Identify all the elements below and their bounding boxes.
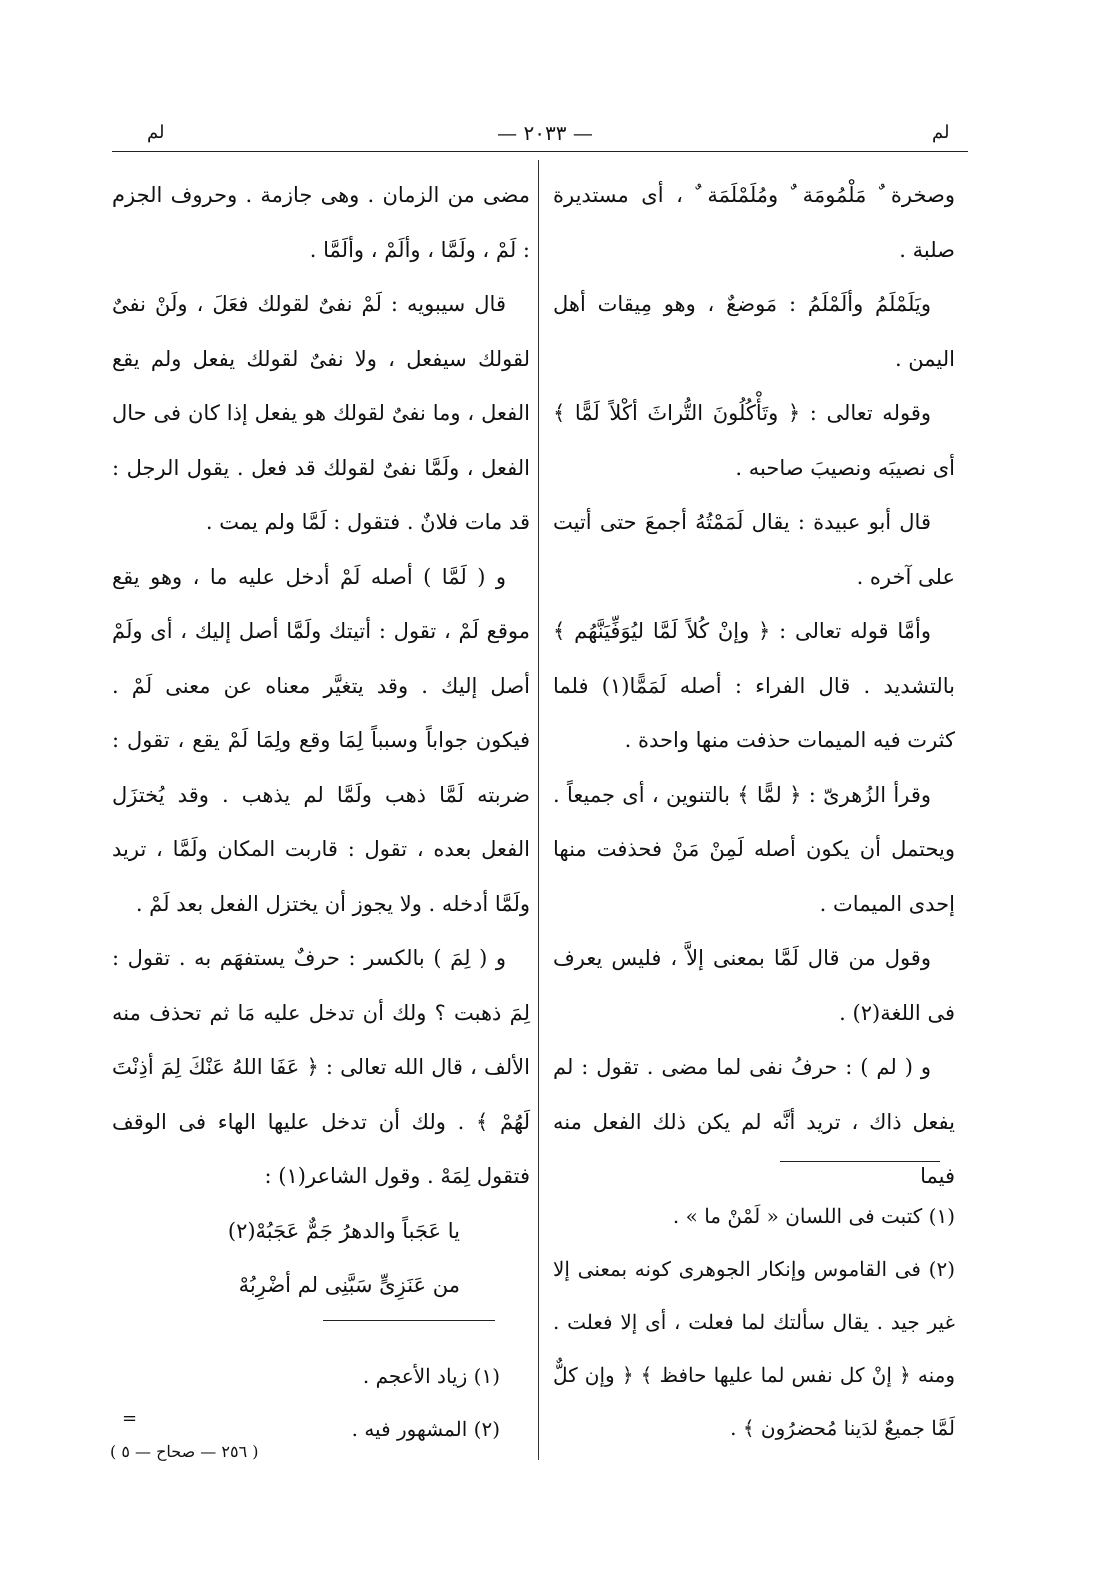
paragraph: و ( لم ) : حرفُ نفى لما مضى . تقول : لم يفعل ذاك ، تريد أنَّه لم يكن ذلك الفعل منه فيما	[553, 1055, 955, 1188]
paragraph: مضى من الزمان . وهى جازمة . وحروف الجزم : لَمْ ، ولَمَّا ، وألَمْ ، وألَمَّا .	[112, 183, 530, 262]
paragraph: وقوله تعالى : ﴿ وتَأْكُلُونَ التُّراثَ أكْلاً لَمًّا ﴾ أى نصيبَه ونصيبَ صاحبه .	[553, 401, 955, 480]
paragraph: قال سيبويه : لَمْ نفىٌ لقولك فعَلَ ، ولَنْ نفىٌ لقولك سيفعل ، ولا نفىٌ لقولك يفعل ولم يقع الفعل ، وما نفىٌ لقولك هو يفعل إذا كان فى حال الفعل ، ولَمَّا نفىٌ لقولك قد فعل . يقول الرجل : قد مات فلانٌ . فتقول : لَمَّا ولم يمت .	[112, 292, 530, 534]
footnote-rule	[780, 1161, 940, 1162]
left-column	[112, 168, 530, 1313]
paragraph: ويَلَمْلَمُ وألَمْلَمُ : مَوضعٌ ، وهو مِيقات أهل اليمن .	[553, 292, 955, 371]
paragraph: وقول من قال لَمَّا بمعنى إلاَّ ، فليس يعرف فى اللغة(٢) .	[553, 946, 955, 1025]
header-right-word: لم	[932, 122, 950, 143]
verse-line: من عَنَزِىٍّ سَبَّنِى لم أضْرِبُهْ	[238, 1273, 460, 1297]
footnote: (٢) فى القاموس وإنكار الجوهرى كونه بمعنى إلا غير جيد . يقال سألتك لما فعلت ، أى إلا فعلت . ومنه ﴿ إنْ كل نفس لما عليها حافظ ﴾ ﴿ وإن كلٌّ لَمَّا جميعٌ لدَينا مُحضرُون ﴾ .	[553, 1257, 955, 1440]
footnote-rule	[323, 1320, 495, 1321]
paragraph: و ( لِمَ ) بالكسر : حرفٌ يستفهَم به . تقول : لِمَ ذهبت ؟ ولك أن تدخل عليه مَا ثم تحذف منه الألف ، قال الله تعالى : ﴿ عَفَا اللهُ عَنْكَ لِمَ أذِنْتَ لَهُمْ ﴾ . ولك أن تدخل عليها الهاء فى الوقف فتقول لِمَهْ . وقول الشاعر(١) :	[112, 946, 530, 1188]
verse-line: يا عَجَباً والدهرُ جَمٌّ عَجَبُهْ(٢)	[227, 1218, 460, 1243]
paragraph: قال أبو عبيدة : يقال لَمَمْتُهُ أجمعَ حتى أتيت على آخره .	[553, 510, 955, 589]
footnote: (١) كتبت فى اللسان « لَمْنْ ما » .	[672, 1204, 955, 1228]
page-number: — ٢٠٣٣ —	[497, 121, 593, 145]
header-rule	[112, 151, 968, 152]
footnote: (٢) المشهور فيه .	[351, 1417, 500, 1441]
header-left-word: لم	[147, 122, 165, 143]
paragraph: و ( لَمَّا ) أصله لَمْ أدخل عليه ما ، وهو يقع موقع لَمْ ، تقول : أتيتك ولَمَّا أصل إليك ، أى ولَمْ أصل إليك . وقد يتغيَّر معناه عن معنى لَمْ . فيكون جواباً وسبباً لِمَا وقع ولِمَا لَمْ يقع ، تقول : ضربته لَمَّا ذهب ولَمَّا لم يذهب . وقد يُختزَل الفعل بعده ، تقول : قاربت المكان ولَمَّا ، تريد ولَمَّا أدخله . ولا يجوز أن يختزل الفعل بعد لَمْ .	[112, 564, 530, 916]
column-divider	[538, 160, 539, 1460]
printer-signature: ( ٢٥٦ — صحاح — ٥ )	[110, 1442, 259, 1461]
paragraph: وقرأ الزُهرىّ : ﴿ لمًّا ﴾ بالتنوين ، أى جميعاً . ويحتمل أن يكون أصله لَمِنْ مَنْ فحذفت منها إحدى الميمات .	[553, 782, 955, 916]
footnotes-right	[553, 1190, 955, 1455]
footnotes-left	[300, 1350, 500, 1456]
signature-mark: =	[122, 1408, 138, 1429]
right-column	[553, 168, 955, 1204]
paragraph: وأمَّا قوله تعالى : ﴿ وإنْ كُلاً لَمَّا ليُوَفِّيَنَّهُم ﴾ بالتشديد . قال الفراء : أصله لَمَمًّا(١) فلما كثرت فيه الميمات حذفت منها واحدة .	[553, 619, 955, 752]
paragraph: وصخرة ٌ مَلْمُومَة ٌ ومُلَمْلَمَة ٌ ، أى مستديرة صلبة .	[553, 183, 955, 262]
footnote: (١) زياد الأعجم .	[362, 1364, 500, 1388]
